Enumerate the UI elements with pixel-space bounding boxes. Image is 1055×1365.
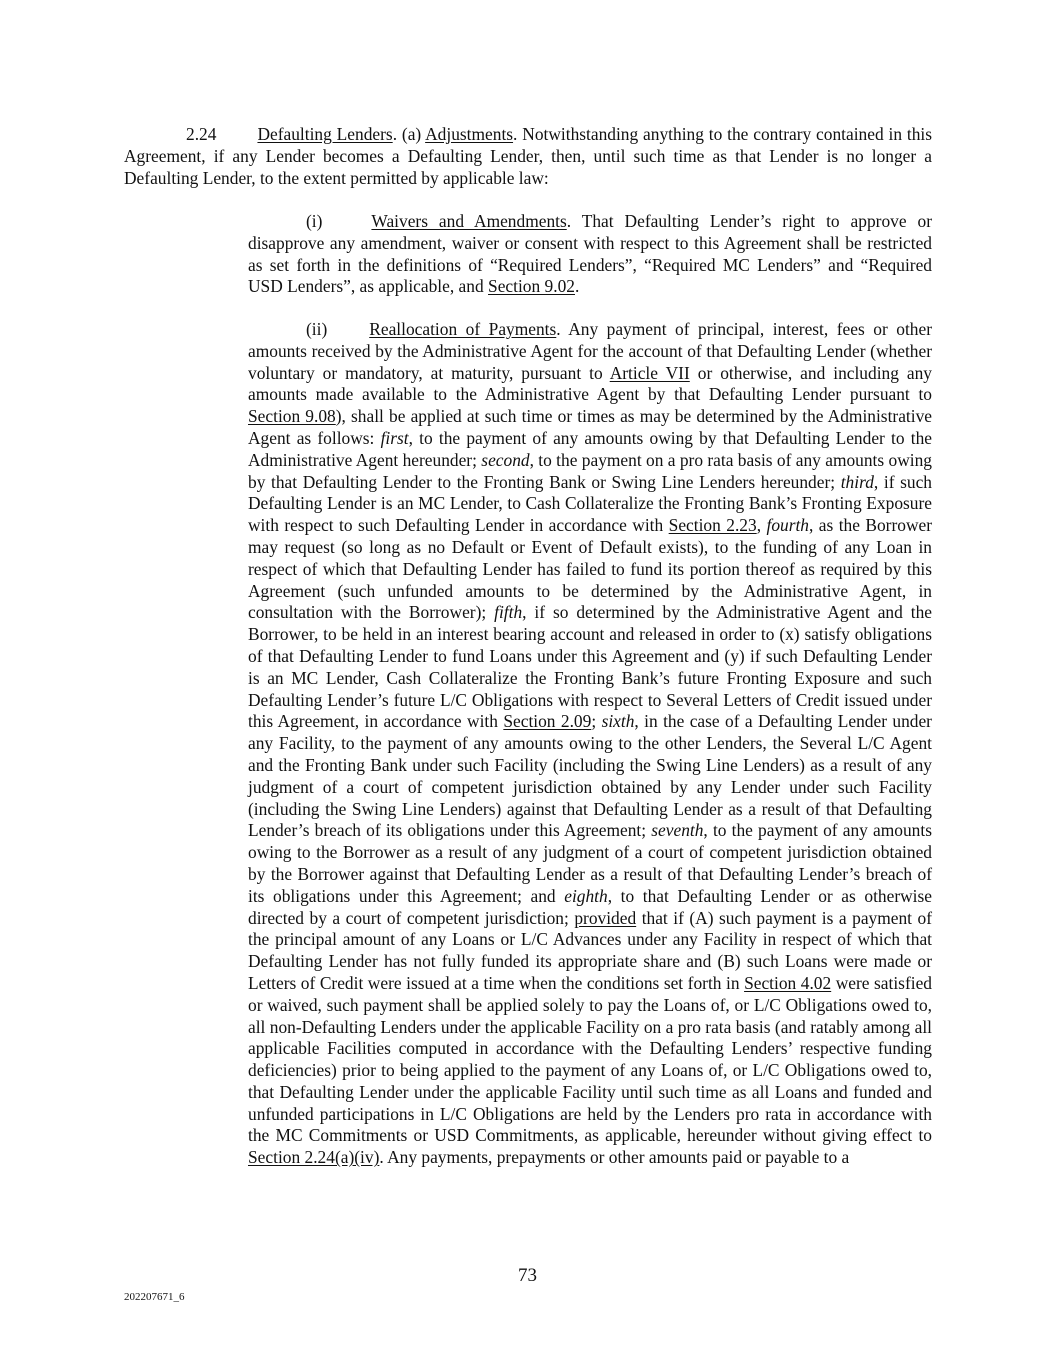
- clause-text: that if (A) such payment is a payment of the principal amount of any Loans or L/C Advances under any Facility in respect of which that Defaulting Lender has not fully funded its appropriate share and (B) such Loans were made or Letters of Credit were issued at a time when the conditions set forth in: [248, 907, 932, 993]
- clause-ii-title: Reallocation of Payments: [369, 319, 557, 339]
- clause-text: , as the Borrower may request (so long as no Default or Event of Default exists), to the funding of any Loan in respect of which that Defaulting Lender has failed to fund its portion thereof as required by this Agreement (such unfunded amounts to be determined by the Administrative Agent, in consultation with the Borrower);: [248, 515, 933, 623]
- cross-reference-link: Article VII: [609, 362, 690, 383]
- ordinal-word: third: [840, 471, 874, 492]
- document-id: 202207671_6: [124, 1291, 185, 1303]
- cross-reference-link: Section 9.02: [488, 276, 575, 297]
- clause-text: , in the case of a Defaulting Lender under any Facility, to the payment of any amounts owing to the other Lenders, the Several L/C Agent and the Fronting Bank under such Facility (including the Swing Line Lenders) as a result of any judgment of a court of competent jurisdiction obtained by any Lender under such Facility (including the Swing Line Lenders) against that Defaulting Lender as a result of that Defaulting Lender’s breach of its obligations under this Agreement;: [248, 711, 932, 841]
- clause-i-label: (i): [306, 211, 323, 231]
- section-2-24-paragraph: 2.24 Defaulting Lenders. (a) Adjustments. Notwithstanding anything to the contrary contained in this Agreement, if any Lender becomes a Defaulting Lender, then, until such time as that Lender is no longer a Defaulting Lender, to the extent permitted by applicable law:: [124, 124, 933, 188]
- clause-text: Any payment of principal, interest, fees or other amounts received by the Administrative Agent for the account of that Defaulting Lender (whether voluntary or mandatory, at maturity, pursuant to: [248, 319, 932, 383]
- cross-reference-link: Section 2.09: [503, 711, 592, 732]
- clause-text: , to the payment of any amounts owing by that Defaulting Lender to the Administrative Agent hereunder;: [248, 427, 932, 470]
- section-intro-text: Notwithstanding anything to the contrary contained in this Agreement, if any Lender becomes a Defaulting Lender, then, until such time as that Lender is no longer a Defaulting Lender, to the extent permitted by applicable law:: [124, 124, 933, 188]
- clause-text: ), shall be applied at such time or times as may be determined by the Administrative Agent as follows:: [248, 406, 932, 448]
- clause-text: ;: [591, 711, 597, 732]
- cross-reference-link: Section 2.23: [668, 515, 757, 536]
- subsection-label: (a): [401, 124, 422, 144]
- clause-i-paragraph: (i) Waivers and Amendments. That Defaulting Lender’s right to approve or disapprove any amendment, waiver or consent with respect to this Agreement shall be restricted as set forth in the definitions of “Required Lenders”, “Required MC Lenders” and “Required USD Lenders”, as applicable, and Section 9.02.: [248, 211, 932, 297]
- clause-text: , if so determined by the Administrative Agent and the Borrower, to be held in an interest bearing account and released in order to (x) satisfy obligations of that Defaulting Lender to fund Loans under this Agreement and (y) if such Defaulting Lender is an MC Lender, Cash Collateralize the Fronting Bank’s future Fronting Exposure and such Defaulting Lender’s future L/C Obligations with respect to Several Letters of Credit issued under this Agreement, in accordance with: [248, 602, 932, 732]
- clause-text: , to that Defaulting Lender or as otherwise directed by a court of competent jurisdiction;: [248, 885, 932, 928]
- cross-reference-link: Section 2.24(a)(iv): [248, 1147, 380, 1168]
- clause-text: , to the payment of any amounts owing to the Borrower as a result of any judgment of a court of competent jurisdiction obtained by the Borrower against that Defaulting Lender as a result of that Defaulting Lender’s breach of its obligations under this Agreement; and: [248, 820, 932, 906]
- clause-i-title: Waivers and Amendments: [371, 211, 567, 231]
- clause-text: or otherwise, and including any amounts made available to the Administrative Agent by that Defaulting Lender pursuant to: [248, 362, 933, 405]
- cross-reference-link: Section 4.02: [744, 972, 832, 993]
- clause-text: , to the payment on a pro rata basis of any amounts owing by that Defaulting Lender to the Fronting Bank or Swing Line Lenders hereunder;: [248, 449, 932, 492]
- ordinal-word: sixth: [601, 711, 635, 732]
- ordinal-word: second: [481, 449, 530, 470]
- clause-text: were satisfied or waived, such payment shall be applied solely to pay the Loans of, or L/C Obligations owed to, all non-Defaulting Lenders under the applicable Facility on a pro rata basis (and ratably among all applicable Facilities computed in accordance with the Defaulting Lenders’ respective funding deficiencies) prior to being applied to the payment of any Loans of, or L/C Obligations owed to, that Defaulting Lender under the applicable Facility until such time as all Loans and funded and unfunded participations in L/C Obligations are held by the Lenders pro rata in accordance with the MC Commitments or USD Commitments, as applicable, hereunder without giving effect to: [248, 972, 932, 1146]
- subsection-title: Adjustments: [425, 124, 514, 144]
- ordinal-word: seventh: [651, 820, 704, 841]
- clause-ii-label: (ii): [306, 319, 328, 339]
- clause-text: . Any payments, prepayments or other amounts paid or payable to a: [379, 1147, 850, 1168]
- cross-reference-link: Section 9.08: [248, 406, 336, 427]
- ordinal-word: fourth: [766, 515, 810, 536]
- clause-i-text: That Defaulting Lender’s right to approve or disapprove any amendment, waiver or consent with respect to this Agreement shall be restricted as set forth in the definitions of “Required Lenders”, “Required MC Lenders” and “Required USD Lenders”, as applicable, and: [248, 211, 932, 297]
- page-number: 73: [518, 1265, 537, 1286]
- section-title: Defaulting Lenders: [257, 124, 393, 144]
- clause-ii-paragraph: (ii) Reallocation of Payments. Any payment of principal, interest, fees or other amounts received by the Administrative Agent for the account of that Defaulting Lender (whether voluntary or mandatory, at maturity, pursuant to Article VII or otherwise, and including any amounts made available to the Administrative Agent by that Defaulting Lender pursuant to Section 9.08), shall be applied at such time or times as may be determined by the Administrative Agent as follows: first, to the payment of any amounts owing by that Defaulting Lender to the Administrative Agent hereunder; second, to the payment on a pro rata basis of any amounts owing by that Defaulting Lender to the Fronting Bank or Swing Line Lenders hereunder; third, if such Defaulting Lender is an MC Lender, to Cash Collateralize the Fronting Bank’s Fronting Exposure with respect to such Defaulting Lender in accordance with Section 2.23, fourth, as the Borrower may request (so long as no Default or Event of Default exists), to the funding of any Loan in respect of which that Defaulting Lender has failed to fund its portion thereof as required by this Agreement (such unfunded amounts to be determined by the Administrative Agent, in consultation with the Borrower); fifth, if so determined by the Administrative Agent and the Borrower, to be held in an interest bearing account and released in order to (x) satisfy obligations of that Defaulting Lender to fund Loans under this Agreement and (y) if such Defaulting Lender is an MC Lender, Cash Collateralize the Fronting Bank’s future Fronting Exposure and such Defaulting Lender’s future L/C Obligations with respect to Several Letters of Credit issued under this Agreement, in accordance with Section 2.09; sixth, in the case of a Defaulting Lender under any Facility, to the payment of any amounts owing to the other Lenders, the Several L/C Agent and the Fronting Bank under such Facility (including the Swing Line Lenders) as a result of any judgment of a court of competent jurisdiction obtained by any Lender under such Facility (including the Swing Line Lenders) against that Defaulting Lender as a result of that Defaulting Lender’s breach of its obligations under this Agreement; seventh, to the payment of any amounts owing to the Borrower as a result of any judgment of a court of competent jurisdiction obtained by the Borrower against that Defaulting Lender as a result of that Defaulting Lender’s breach of its obligations under this Agreement; and eighth, to that Defaulting Lender or as otherwise directed by a court of competent jurisdiction; provided that if (A) such payment is a payment of the principal amount of any Loans or L/C Advances under any Facility in respect of which that Defaulting Lender has not fully funded its appropriate share and (B) such Loans were made or Letters of Credit were issued at a time when the conditions set forth in Section 4.02 were satisfied or waived, such payment shall be applied solely to pay the Loans of, or L/C Obligations owed to, all non-Defaulting Lenders under the applicable Facility on a pro rata basis (and ratably among all applicable Facilities computed in accordance with the Defaulting Lenders’ respective funding deficiencies) prior to being applied to the payment of any Loans of, or L/C Obligations owed to, that Defaulting Lender under the applicable Facility until such time as all Loans and funded and unfunded participations in L/C Obligations are held by the Lenders pro rata in accordance with the MC Commitments or USD Commitments, as applicable, hereunder without giving effect to Section 2.24(a)(iv). Any payments, prepayments or other amounts paid or payable to a: [248, 319, 933, 1168]
- ordinal-word: fifth: [494, 602, 523, 623]
- clause-text: , if such Defaulting Lender is an MC Lender, to Cash Collateralize the Fronting Bank’s Fronting Exposure with respect to such Defaulting Lender in accordance with: [248, 471, 932, 536]
- clause-text: ,: [756, 515, 762, 536]
- provided-term: provided: [574, 907, 637, 928]
- ordinal-word: first: [380, 427, 409, 448]
- ordinal-word: eighth: [564, 885, 608, 906]
- section-number: 2.24: [186, 124, 217, 144]
